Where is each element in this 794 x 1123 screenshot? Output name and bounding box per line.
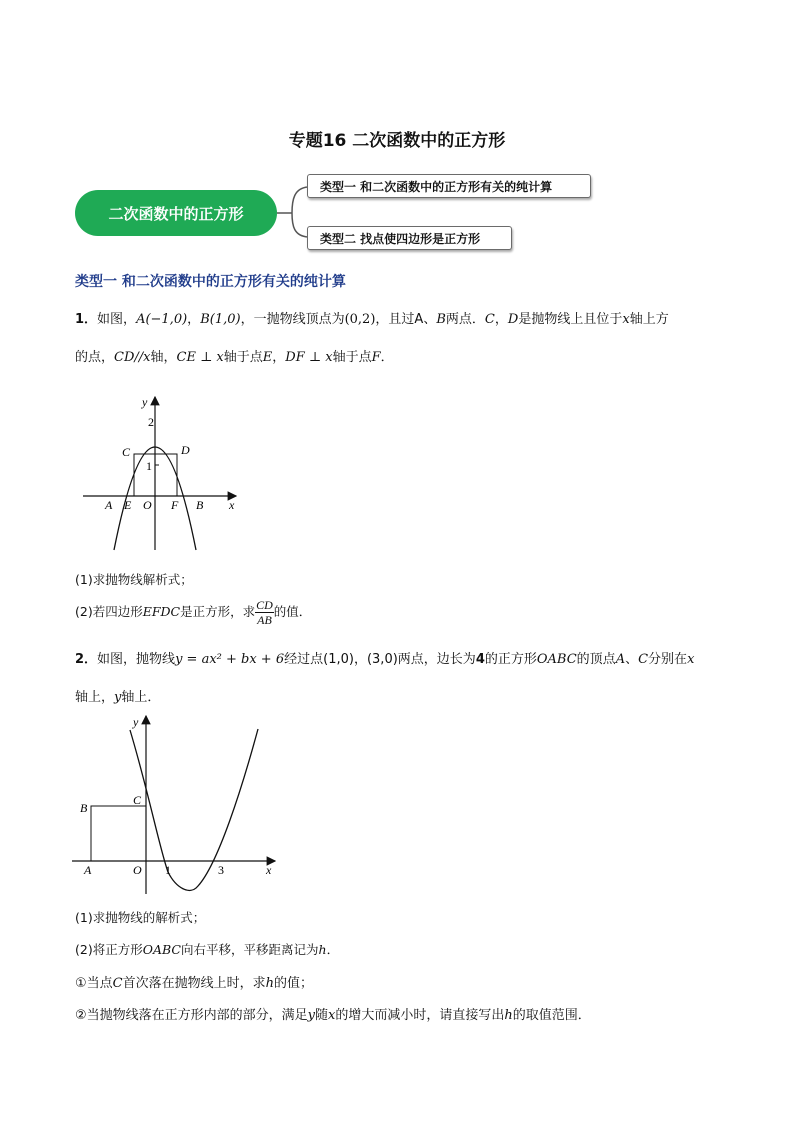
q1-part1: (1)求抛物线解析式；: [75, 572, 193, 587]
label-E: E: [124, 498, 132, 512]
text: 分别在: [648, 652, 688, 667]
text: 的增大而减小时，请直接写出: [335, 1008, 505, 1023]
text: 如图，抛物线: [97, 652, 176, 667]
math-cd: CD//x: [114, 350, 151, 365]
math-h: h: [318, 942, 327, 957]
q2-sub1: [75, 972, 313, 991]
math-A2: A: [414, 312, 424, 327]
text: ．: [380, 350, 394, 365]
q1-number: 1．: [75, 312, 98, 327]
label-A: A: [105, 498, 113, 512]
q2-part2: [75, 940, 339, 958]
q1-figure: [78, 392, 248, 552]
parabola: [130, 729, 258, 890]
text: 轴上．: [121, 690, 161, 705]
text: 随: [315, 1008, 329, 1023]
math-x: x: [328, 1008, 336, 1023]
math-point2: (3,0): [366, 652, 398, 667]
text: ①当点: [75, 976, 113, 991]
label-y: y: [133, 715, 139, 729]
math-D: D: [507, 312, 519, 327]
text: 是抛物线上且位于: [518, 312, 623, 327]
text: 两点．: [445, 312, 485, 327]
mindmap-branch-type1: 类型一 和二次函数中的正方形有关的纯计算: [307, 174, 591, 198]
text: ，一抛物线顶点为: [240, 312, 345, 327]
text: 两点，边长为: [397, 652, 476, 667]
text: ，: [353, 652, 367, 667]
math-y: y: [307, 1008, 316, 1023]
q2-sub2: [75, 1004, 591, 1023]
math-C: C: [112, 976, 123, 991]
math-oabc: OABC: [536, 652, 577, 667]
label-x: x: [229, 498, 235, 512]
label-O: O: [143, 498, 152, 512]
text: (2)若四边形: [75, 604, 143, 619]
text: ，且过: [375, 312, 415, 327]
fraction-denominator: AB: [257, 613, 272, 627]
fraction-numerator: CD: [256, 598, 273, 612]
text: 的正方形: [484, 652, 537, 667]
text: ，: [187, 312, 201, 327]
text: (2)将正方形: [75, 942, 143, 957]
math-y: y: [114, 690, 122, 705]
page-title: 专题16 二次函数中的正方形: [288, 131, 506, 151]
text: 的顶点: [576, 652, 616, 667]
math-df: DF ⊥ x: [285, 350, 333, 365]
label-C: C: [122, 445, 131, 459]
text: 轴上，: [75, 690, 115, 705]
label-B: B: [80, 801, 88, 815]
text: 轴于点: [223, 350, 263, 365]
text: 向右平移，平移距离记为: [180, 942, 319, 957]
math-efdc: EFDC: [142, 604, 181, 619]
text: 的取值范围．: [512, 1008, 591, 1023]
label-F: F: [171, 498, 179, 512]
math-h: h: [265, 976, 274, 991]
mindmap-root: 二次函数中的正方形: [75, 190, 277, 236]
label-1: 1: [146, 459, 152, 473]
math-oabc: OABC: [142, 942, 181, 957]
math-x: x: [687, 652, 695, 667]
label-C: C: [133, 793, 142, 807]
text: 经过点: [284, 652, 324, 667]
mindmap-branch-type2: 类型二 找点使四边形是正方形: [307, 226, 512, 250]
math-equation: y = ax² + bx + 6: [175, 652, 285, 667]
q1-part2: [75, 598, 311, 627]
label-A: A: [84, 863, 92, 877]
math-B2: B: [436, 312, 446, 327]
text: 的值．: [273, 604, 312, 619]
text: 轴，: [150, 350, 177, 365]
q2-part1: (1)求抛物线的解析式；: [75, 910, 206, 925]
math-C: C: [484, 312, 495, 327]
q2-line2: [75, 686, 160, 705]
text: ，: [494, 312, 508, 327]
q2-line1: [75, 648, 694, 667]
q2-figure: [70, 712, 280, 898]
label-D: D: [181, 443, 190, 457]
square-oabc: [91, 806, 146, 861]
math-ce: CE ⊥ x: [176, 350, 224, 365]
label-2: 2: [148, 415, 154, 429]
text: 如图，: [97, 312, 137, 327]
label-O: O: [133, 863, 142, 877]
text: 、: [423, 312, 437, 327]
text: ，: [272, 350, 286, 365]
math-A: A: [615, 652, 626, 667]
text: 轴于点: [332, 350, 372, 365]
q2-number: 2．: [75, 652, 98, 667]
label-y: y: [142, 395, 148, 409]
math-x: x: [622, 312, 630, 327]
text: ②当抛物线落在正方形内部的部分，满足: [75, 1008, 308, 1023]
label-B: B: [196, 498, 204, 512]
label-1: 1: [165, 863, 171, 877]
math-E: E: [262, 350, 273, 365]
math-C: C: [638, 652, 649, 667]
fraction-cd-ab: [255, 598, 274, 627]
text: 是正方形，求: [180, 604, 256, 619]
text: 首次落在抛物线上时，求: [122, 976, 266, 991]
math-B: B(1,0): [200, 312, 241, 327]
q1-line1: [75, 308, 669, 327]
math-point1: (1,0): [323, 652, 354, 667]
text: 的值；: [274, 976, 314, 991]
q1-line2: [75, 346, 394, 365]
math-vertex: (0,2): [344, 312, 376, 327]
label-x: x: [266, 863, 272, 877]
section-heading-type1: 类型一 和二次函数中的正方形有关的纯计算: [75, 274, 346, 290]
math-A: A(−1,0): [136, 312, 188, 327]
text: ．: [326, 942, 340, 957]
label-3: 3: [218, 863, 224, 877]
math-h: h: [504, 1008, 513, 1023]
text: 的点，: [75, 350, 115, 365]
text: 轴上方: [629, 312, 669, 327]
math-F: F: [371, 350, 381, 365]
text: 、: [625, 652, 639, 667]
math-four: 4: [475, 652, 485, 667]
